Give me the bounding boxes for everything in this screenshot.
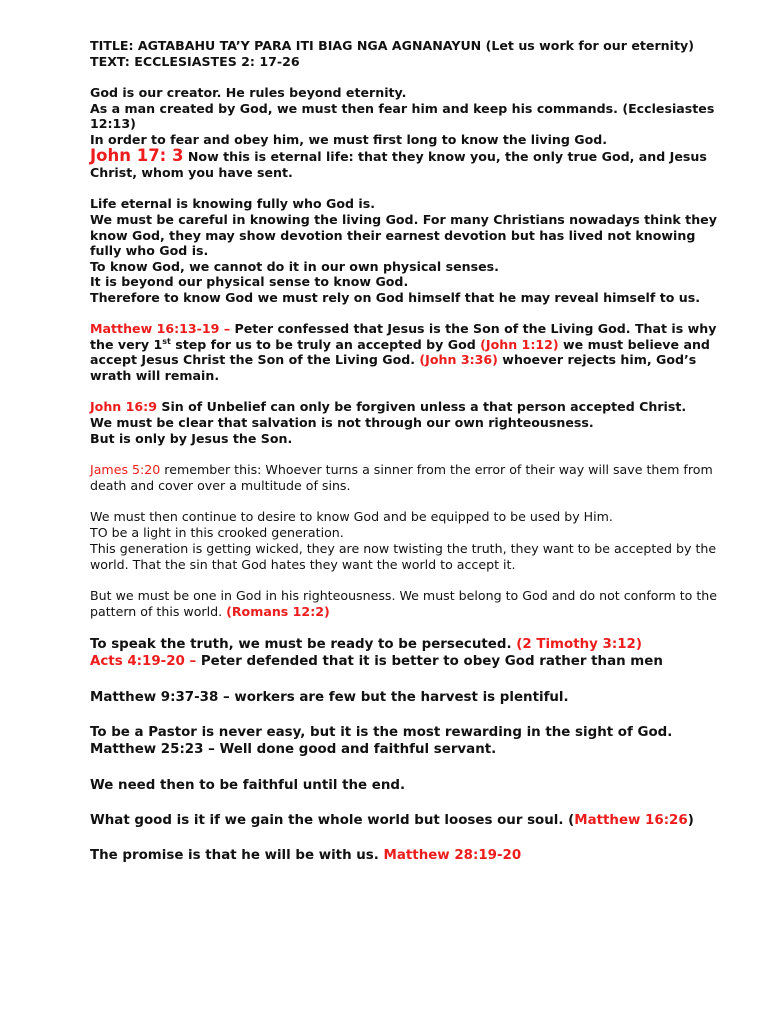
paragraph-line: We must be clear that salvation is not through our own righteousness. bbox=[90, 415, 594, 431]
superscript: st bbox=[162, 336, 171, 346]
paragraph-line: God is our creator. He rules beyond eternity. bbox=[90, 84, 407, 100]
paragraph-line: We must then continue to desire to know God and be equipped to be used by Him. bbox=[90, 509, 613, 525]
paragraph-line: We must be careful in knowing the living God. For many Christians nowadays think they know God, they may show devotion their earnest devotion but has lived not knowing fully who God is. bbox=[90, 211, 717, 259]
scripture-reference: Matthew 28:19-20 bbox=[383, 847, 522, 863]
paragraph-text: What good is it if we gain the whole world but looses our soul. ( bbox=[90, 812, 575, 828]
paragraph-line: TO be a light in this crooked generation. bbox=[90, 525, 344, 541]
paragraph-text: The promise is that he will be with us. bbox=[90, 847, 384, 863]
scripture-reference: John 16:9 bbox=[90, 399, 157, 415]
sermon-title: TITLE: AGTABAHU TA’Y PARA ITI BIAG NGA AGNANAYUN (Let us work for our eternity) bbox=[90, 38, 694, 53]
paragraph-line: In order to fear and obey him, we must first long to know the living God. bbox=[90, 131, 608, 147]
section-persecution bbox=[90, 636, 730, 671]
paragraph-line bbox=[90, 147, 730, 180]
document-page bbox=[90, 38, 730, 865]
paragraph-line bbox=[90, 399, 730, 415]
paragraph-text: we must believe and accept Jesus Christ the Son of the Living God. bbox=[90, 336, 710, 368]
section-harvest bbox=[90, 689, 730, 707]
paragraph-line bbox=[90, 847, 730, 865]
section-pastor bbox=[90, 724, 730, 759]
paragraph-line: To be a Pastor is never easy, but it is the most rewarding in the sight of God. bbox=[90, 724, 673, 740]
section-soul bbox=[90, 812, 730, 830]
section-peter-confession bbox=[90, 321, 730, 383]
paragraph-text: remember this: Whoever turns a sinner from the error of their way will save them from death and cover over a multitude of sins. bbox=[90, 462, 713, 493]
paragraph-text: step for us to be truly an accepted by God bbox=[170, 336, 481, 352]
scripture-reference: (John 1:12) bbox=[480, 336, 559, 352]
paragraph-line: We need then to be faithful until the end. bbox=[90, 777, 406, 793]
paragraph-text: whoever rejects him, God’s wrath will remain. bbox=[90, 352, 697, 384]
scripture-reference: John 17: 3 bbox=[90, 146, 184, 166]
section-generation bbox=[90, 509, 730, 572]
scripture-reference: Matthew 16:13-19 – bbox=[90, 321, 231, 337]
paragraph-line: Therefore to know God we must rely on God himself that he may reveal himself to us. bbox=[90, 289, 701, 305]
paragraph-line: Life eternal is knowing fully who God is. bbox=[90, 196, 376, 212]
section-life-eternal bbox=[90, 196, 730, 305]
section-james bbox=[90, 462, 730, 494]
paragraph-line bbox=[90, 812, 730, 830]
scripture-reference: (Romans 12:2) bbox=[226, 604, 330, 620]
header-block bbox=[90, 38, 730, 69]
paragraph-line: To know God, we cannot do it in our own physical senses. bbox=[90, 258, 499, 274]
paragraph-line bbox=[90, 462, 730, 494]
paragraph-line: As a man created by God, we must then fear him and keep his commands. (Ecclesiastes 12:13) bbox=[90, 100, 715, 132]
paragraph-text: Now this is eternal life: that they know you, the only true God, and Jesus Christ, whom you have sent. bbox=[90, 149, 707, 180]
paragraph-line: This generation is getting wicked, they are now twisting the truth, they want to be accepted by the world. That the sin that God hates they want the world to accept it. bbox=[90, 541, 717, 572]
paragraph-text: But we must be one in God in his righteousness. We must belong to God and do not conform to the pattern of this world. bbox=[90, 588, 718, 620]
scripture-reference: James 5:20 bbox=[90, 462, 161, 478]
paragraph-text: Peter confessed that Jesus is the Son of the Living God. That is why the very 1 bbox=[90, 321, 717, 352]
paragraph-line bbox=[90, 653, 730, 671]
section-unbelief bbox=[90, 399, 730, 446]
scripture-reference: Acts 4:19-20 – bbox=[90, 654, 197, 670]
paragraph-text: Peter defended that it is better to obey God rather than men bbox=[196, 654, 663, 670]
paragraph-line bbox=[90, 636, 730, 654]
scripture-reference: (John 3:36) bbox=[419, 352, 498, 368]
section-romans bbox=[90, 588, 730, 620]
paragraph-line: Matthew 9:37-38 – workers are few but the harvest is plentiful. bbox=[90, 689, 569, 705]
section-promise bbox=[90, 847, 730, 865]
paragraph-line bbox=[90, 588, 730, 620]
paragraph-line: But is only by Jesus the Son. bbox=[90, 430, 293, 446]
paragraph-text: Sin of Unbelief can only be forgiven unless a that person accepted Christ. bbox=[156, 399, 687, 415]
paragraph-text: ) bbox=[687, 812, 694, 828]
section-creator bbox=[90, 85, 730, 181]
section-faithful bbox=[90, 777, 730, 795]
sermon-text-reference: TEXT: ECCLESIASTES 2: 17-26 bbox=[90, 53, 300, 69]
paragraph-line: It is beyond our physical sense to know God. bbox=[90, 274, 409, 290]
paragraph-text: To speak the truth, we must be ready to be persecuted. bbox=[90, 636, 517, 652]
paragraph-line: Matthew 25:23 – Well done good and faithful servant. bbox=[90, 742, 497, 758]
scripture-reference: (2 Timothy 3:12) bbox=[516, 636, 642, 652]
scripture-reference: Matthew 16:26 bbox=[574, 812, 688, 828]
paragraph-line bbox=[90, 321, 730, 383]
